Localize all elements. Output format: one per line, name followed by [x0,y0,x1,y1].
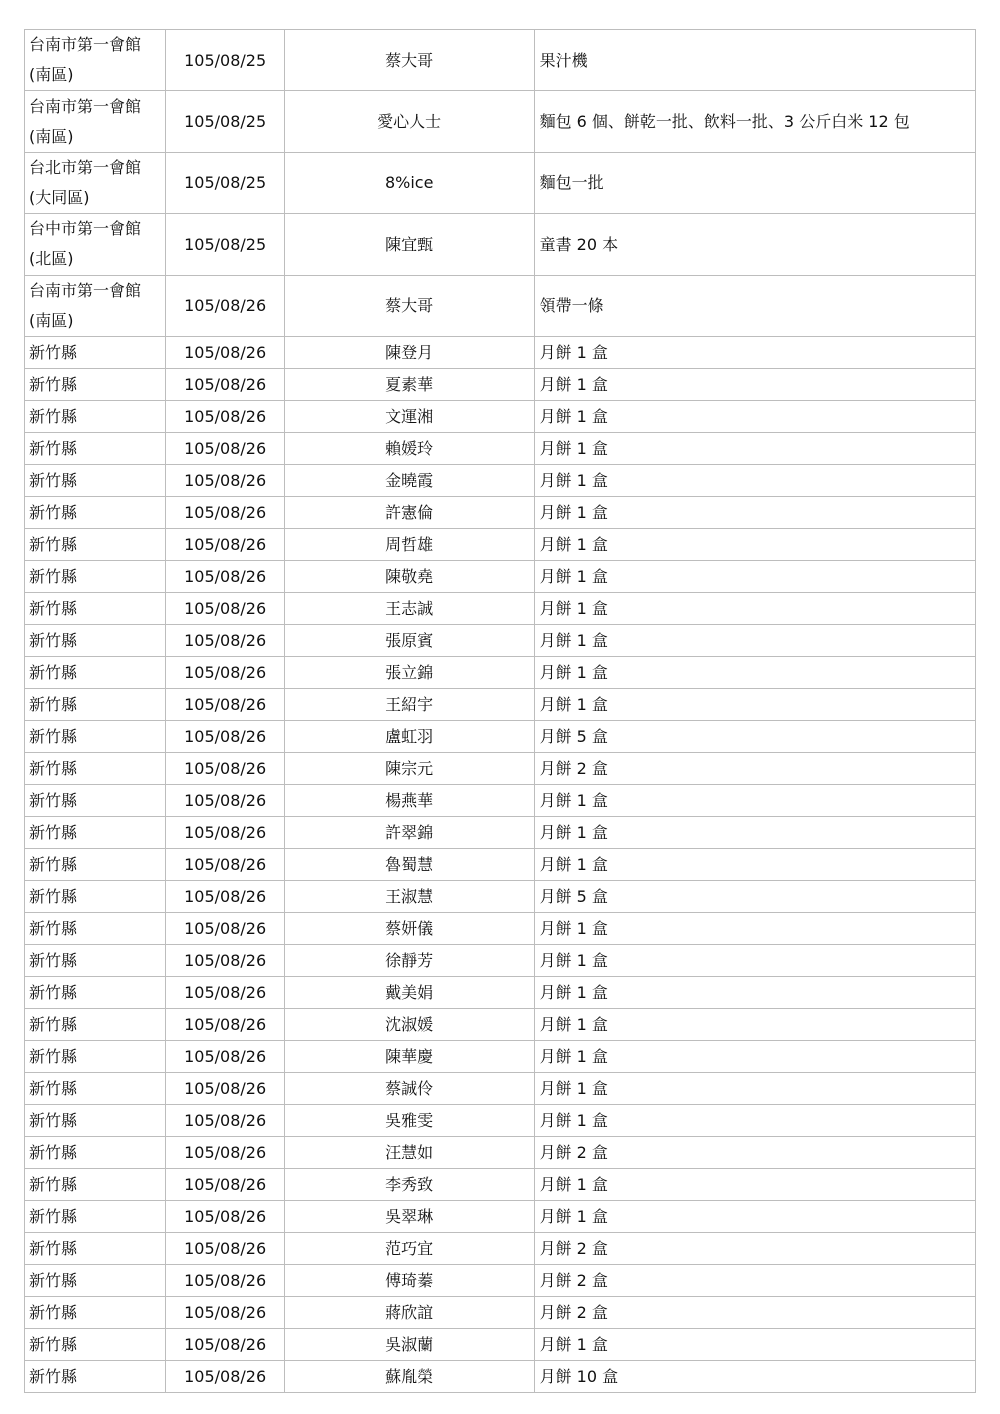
date-cell: 105/08/26 [166,1296,284,1328]
date-cell: 105/08/26 [166,1008,284,1040]
location-text: 台北市第一會館 (大同區) [29,157,142,207]
donor-cell: 蔡妍儀 [284,912,534,944]
location-cell [25,91,166,152]
donor-cell: 吳翠琳 [284,1200,534,1232]
location-cell [25,1328,166,1360]
item-cell: 月餅 2 盒 [534,1232,975,1264]
location-text: 台南市第一會館 (南區) [29,280,142,330]
location-text: 台南市第一會館 (南區) [29,35,142,85]
location-text: 新竹縣 [29,598,78,618]
donor-cell: 徐靜芳 [284,944,534,976]
item-cell: 月餅 1 盒 [534,624,975,656]
item-cell: 月餅 1 盒 [534,1008,975,1040]
donation-table-body [25,30,976,1393]
table-row [25,880,976,912]
date-cell: 105/08/26 [166,1200,284,1232]
donor-cell: 吳雅雯 [284,1104,534,1136]
item-cell: 月餅 1 盒 [534,1104,975,1136]
location-cell [25,560,166,592]
location-text: 新竹縣 [29,982,78,1002]
location-text: 新竹縣 [29,790,78,810]
location-cell [25,1136,166,1168]
date-cell: 105/08/26 [166,944,284,976]
table-row [25,848,976,880]
table-row [25,976,976,1008]
table-row [25,1040,976,1072]
table-row [25,275,976,336]
table-row [25,912,976,944]
date-cell: 105/08/26 [166,752,284,784]
date-cell: 105/08/26 [166,560,284,592]
item-cell: 月餅 5 盒 [534,880,975,912]
item-cell: 月餅 1 盒 [534,912,975,944]
location-cell [25,214,166,275]
item-cell: 月餅 1 盒 [534,656,975,688]
date-cell: 105/08/26 [166,656,284,688]
location-cell [25,1008,166,1040]
item-cell: 月餅 2 盒 [534,752,975,784]
location-text: 新竹縣 [29,1206,78,1226]
donor-cell: 李秀致 [284,1168,534,1200]
donor-cell: 蘇胤榮 [284,1360,534,1392]
donor-cell: 盧虹羽 [284,720,534,752]
location-text: 新竹縣 [29,726,78,746]
location-text: 新竹縣 [29,534,78,554]
donation-table [24,29,976,1393]
donor-cell: 夏素華 [284,368,534,400]
donor-cell: 8%ice [284,152,534,213]
date-cell: 105/08/26 [166,688,284,720]
location-cell [25,432,166,464]
location-cell [25,1200,166,1232]
location-cell [25,464,166,496]
item-cell: 童書 20 本 [534,214,975,275]
location-cell [25,752,166,784]
date-cell: 105/08/26 [166,624,284,656]
item-cell: 月餅 5 盒 [534,720,975,752]
date-cell: 105/08/26 [166,976,284,1008]
item-cell: 月餅 1 盒 [534,464,975,496]
date-cell: 105/08/26 [166,432,284,464]
donor-cell: 蔡大哥 [284,275,534,336]
location-text: 新竹縣 [29,470,78,490]
location-text: 新竹縣 [29,630,78,650]
item-cell: 月餅 1 盒 [534,944,975,976]
item-cell: 麵包 6 個、餅乾一批、飲料一批、3 公斤白米 12 包 [534,91,975,152]
table-row [25,1168,976,1200]
table-row [25,336,976,368]
donor-cell: 王淑慧 [284,880,534,912]
date-cell: 105/08/26 [166,368,284,400]
item-cell: 月餅 1 盒 [534,1168,975,1200]
date-cell: 105/08/26 [166,1328,284,1360]
location-cell [25,336,166,368]
item-cell: 月餅 1 盒 [534,976,975,1008]
location-text: 新竹縣 [29,1014,78,1034]
table-row [25,152,976,213]
location-text: 新竹縣 [29,1238,78,1258]
table-row [25,1296,976,1328]
donor-cell: 張原賓 [284,624,534,656]
table-row [25,432,976,464]
item-cell: 月餅 1 盒 [534,848,975,880]
item-cell: 月餅 1 盒 [534,1072,975,1104]
donor-cell: 文運湘 [284,400,534,432]
table-row [25,368,976,400]
date-cell: 105/08/25 [166,214,284,275]
table-row [25,1200,976,1232]
location-text: 新竹縣 [29,822,78,842]
donor-cell: 陳登月 [284,336,534,368]
item-cell: 月餅 1 盒 [534,400,975,432]
date-cell: 105/08/26 [166,720,284,752]
item-cell: 月餅 1 盒 [534,688,975,720]
donor-cell: 陳華慶 [284,1040,534,1072]
date-cell: 105/08/26 [166,528,284,560]
table-row [25,592,976,624]
location-cell [25,1232,166,1264]
donor-cell: 蔡大哥 [284,30,534,91]
location-cell [25,624,166,656]
donor-cell: 吳淑蘭 [284,1328,534,1360]
donor-cell: 傅琦蓁 [284,1264,534,1296]
table-row [25,214,976,275]
location-cell [25,1264,166,1296]
table-row [25,1232,976,1264]
date-cell: 105/08/26 [166,880,284,912]
item-cell: 月餅 1 盒 [534,1200,975,1232]
location-cell [25,400,166,432]
date-cell: 105/08/26 [166,275,284,336]
table-row [25,560,976,592]
item-cell: 月餅 1 盒 [534,592,975,624]
date-cell: 105/08/26 [166,1040,284,1072]
item-cell: 月餅 1 盒 [534,528,975,560]
donor-cell: 陳敬堯 [284,560,534,592]
table-row [25,1328,976,1360]
donor-cell: 汪慧如 [284,1136,534,1168]
location-text: 新竹縣 [29,1366,78,1386]
item-cell: 月餅 1 盒 [534,368,975,400]
location-cell [25,592,166,624]
location-text: 新竹縣 [29,502,78,522]
location-text: 新竹縣 [29,918,78,938]
donor-cell: 王志誠 [284,592,534,624]
donor-cell: 戴美娟 [284,976,534,1008]
table-row [25,30,976,91]
item-cell: 麵包一批 [534,152,975,213]
table-row [25,1360,976,1392]
location-text: 台南市第一會館 (南區) [29,96,142,146]
donor-cell: 愛心人士 [284,91,534,152]
date-cell: 105/08/26 [166,1168,284,1200]
location-cell [25,1104,166,1136]
item-cell: 月餅 1 盒 [534,560,975,592]
table-row [25,688,976,720]
location-text: 新竹縣 [29,1334,78,1354]
table-row [25,624,976,656]
item-cell: 月餅 2 盒 [534,1264,975,1296]
location-cell [25,1072,166,1104]
location-text: 新竹縣 [29,662,78,682]
donor-cell: 許憲倫 [284,496,534,528]
donor-cell: 蔡誠伶 [284,1072,534,1104]
location-cell [25,720,166,752]
location-text: 新竹縣 [29,566,78,586]
table-row [25,528,976,560]
date-cell: 105/08/25 [166,91,284,152]
donor-cell: 許翠錦 [284,816,534,848]
donor-cell: 周哲雄 [284,528,534,560]
donor-cell: 陳宗元 [284,752,534,784]
location-text: 新竹縣 [29,1174,78,1194]
date-cell: 105/08/26 [166,784,284,816]
item-cell: 月餅 1 盒 [534,496,975,528]
location-cell [25,275,166,336]
item-cell: 月餅 2 盒 [534,1296,975,1328]
location-cell [25,656,166,688]
table-row [25,1008,976,1040]
table-row [25,1104,976,1136]
table-row [25,400,976,432]
location-cell [25,528,166,560]
location-text: 新竹縣 [29,758,78,778]
location-text: 新竹縣 [29,1110,78,1130]
location-cell [25,848,166,880]
location-cell [25,30,166,91]
location-text: 新竹縣 [29,342,78,362]
donor-cell: 陳宜甄 [284,214,534,275]
location-cell [25,1296,166,1328]
date-cell: 105/08/25 [166,30,284,91]
donor-cell: 張立錦 [284,656,534,688]
location-text: 新竹縣 [29,854,78,874]
date-cell: 105/08/26 [166,496,284,528]
table-row [25,816,976,848]
donor-cell: 王紹宇 [284,688,534,720]
table-row [25,944,976,976]
item-cell: 月餅 1 盒 [534,336,975,368]
location-text: 新竹縣 [29,950,78,970]
location-text: 新竹縣 [29,1046,78,1066]
item-cell: 月餅 2 盒 [534,1136,975,1168]
item-cell: 果汁機 [534,30,975,91]
location-text: 新竹縣 [29,1302,78,1322]
location-text: 新竹縣 [29,1078,78,1098]
location-cell [25,368,166,400]
location-cell [25,912,166,944]
location-cell [25,1040,166,1072]
date-cell: 105/08/26 [166,1360,284,1392]
location-text: 新竹縣 [29,694,78,714]
date-cell: 105/08/26 [166,464,284,496]
table-row [25,784,976,816]
table-row [25,720,976,752]
date-cell: 105/08/26 [166,1264,284,1296]
location-cell [25,1168,166,1200]
table-row [25,1072,976,1104]
item-cell: 月餅 1 盒 [534,816,975,848]
location-text: 新竹縣 [29,438,78,458]
location-cell [25,880,166,912]
table-row [25,464,976,496]
location-cell [25,1360,166,1392]
date-cell: 105/08/26 [166,848,284,880]
item-cell: 領帶一條 [534,275,975,336]
item-cell: 月餅 1 盒 [534,1328,975,1360]
table-row [25,752,976,784]
item-cell: 月餅 1 盒 [534,784,975,816]
item-cell: 月餅 10 盒 [534,1360,975,1392]
location-text: 新竹縣 [29,886,78,906]
donor-cell: 蔣欣誼 [284,1296,534,1328]
donor-cell: 楊燕華 [284,784,534,816]
date-cell: 105/08/26 [166,1232,284,1264]
location-cell [25,976,166,1008]
donor-cell: 范巧宜 [284,1232,534,1264]
date-cell: 105/08/26 [166,912,284,944]
location-cell [25,944,166,976]
table-row [25,1136,976,1168]
table-row [25,496,976,528]
date-cell: 105/08/26 [166,336,284,368]
location-cell [25,496,166,528]
table-row [25,91,976,152]
location-text: 新竹縣 [29,374,78,394]
date-cell: 105/08/26 [166,400,284,432]
donor-cell: 金曉霞 [284,464,534,496]
item-cell: 月餅 1 盒 [534,1040,975,1072]
donor-cell: 沈淑媛 [284,1008,534,1040]
donor-cell: 賴媛玲 [284,432,534,464]
date-cell: 105/08/26 [166,592,284,624]
location-cell [25,816,166,848]
date-cell: 105/08/26 [166,1104,284,1136]
location-text: 新竹縣 [29,1142,78,1162]
item-cell: 月餅 1 盒 [534,432,975,464]
location-text: 新竹縣 [29,1270,78,1290]
location-text: 新竹縣 [29,406,78,426]
table-row [25,1264,976,1296]
location-cell [25,152,166,213]
date-cell: 105/08/26 [166,816,284,848]
date-cell: 105/08/25 [166,152,284,213]
donor-cell: 魯蜀慧 [284,848,534,880]
date-cell: 105/08/26 [166,1136,284,1168]
location-cell [25,784,166,816]
date-cell: 105/08/26 [166,1072,284,1104]
location-cell [25,688,166,720]
table-row [25,656,976,688]
location-text: 台中市第一會館 (北區) [29,219,142,269]
